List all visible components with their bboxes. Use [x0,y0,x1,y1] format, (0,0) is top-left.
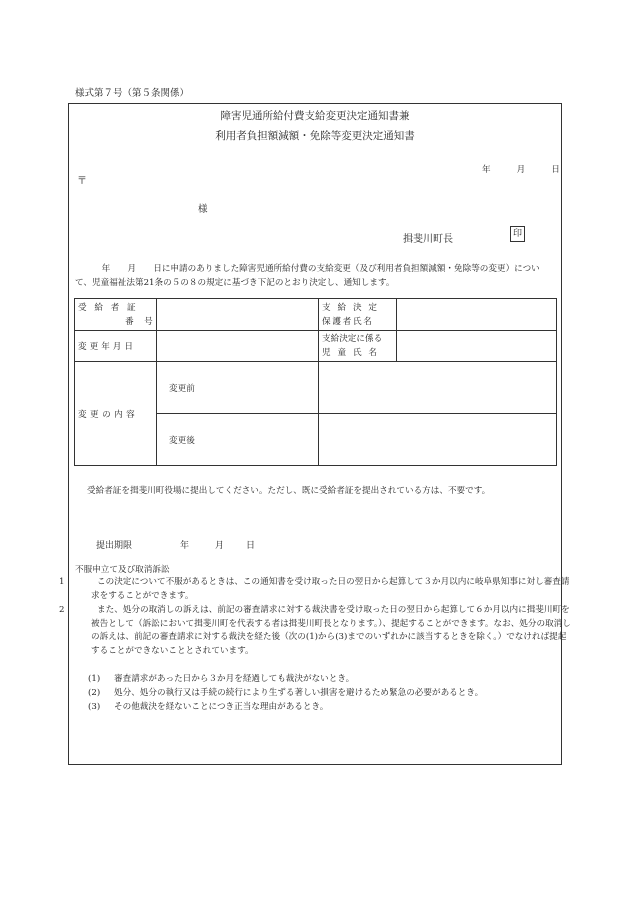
deadline-year: 年 [180,541,190,551]
cert-number-label: 受給者証 番号 [75,299,157,331]
appeal-item-1: 1 この決定について不服があるときは、この通知書を受け取った日の翌日から起算して３か月以内に岐阜県知事に対し審査請求をすることができます。 [59,577,570,601]
sub-item-2: (2) 処分、処分の執行又は手続の続行により生ずる著しい損害を避けるため緊急の必要があるとき。 [88,688,484,698]
recipient-honorific: 様 [198,204,208,215]
submission-notice: 受給者証を揖斐川町役場に提出してください。ただし、既に受給者証を提出されている方は、不要です。 [87,486,491,496]
guardian-name-label: 支給決定 保護者氏名 [319,299,397,331]
deadline-month: 月 [215,541,225,551]
before-field[interactable] [319,362,557,414]
submission-deadline [96,538,255,551]
child-name-label: 支給決定に係る 児童氏名 [319,331,397,362]
form-number: 様式第７号（第５条関係） [75,88,190,99]
change-date-field[interactable] [157,331,319,362]
intro-paragraph: 年 月 日に申請のありました障害児通所給付費の支給変更（及び利用者負担額減額・免除等の変更）について、児童福祉法第21条の５の８の規定に基づき下記のとおり決定し、通知します。 [75,264,540,288]
sender-name: 揖斐川町長 [403,234,453,245]
change-date-label: 変更年月日 [75,331,157,362]
guardian-name-field[interactable] [397,299,557,331]
details-table [74,298,557,466]
change-content-label: 変更の内容 [75,362,157,466]
date-year-label: 年 [482,165,491,175]
before-label: 変更前 [157,362,319,414]
postal-mark: 〒 [77,176,87,187]
after-label: 変更後 [157,414,319,466]
child-name-field[interactable] [397,331,557,362]
date-month-label: 月 [516,165,526,175]
date-day-label: 日 [551,165,560,175]
sub-item-1: (1) 審査請求があった日から３か月を経過しても裁決がないとき。 [88,674,355,684]
document-title-line-1: 障害児通所給付費支給変更決定通知書兼 [220,110,410,122]
issue-date [482,163,560,175]
after-field[interactable] [319,414,557,466]
deadline-label: 提出期限 [96,541,133,551]
sub-item-3: (3) その他裁決を経ないことにつき正当な理由があるとき。 [88,702,329,712]
appeal-heading: 不服申立て及び取消訴訟 [75,565,170,575]
seal-stamp: 印 [510,226,525,242]
deadline-day: 日 [246,541,256,551]
document-title-line-2: 利用者負担額減額・免除等変更決定通知書 [215,130,415,142]
appeal-item-2: 2 また、処分の取消しの訴えは、前記の審査請求に対する裁決書を受け取った日の翌日から起算して６か月以内に揖斐川町を被告として（訴訟において揖斐川町を代表する者は揖斐川町長となります。）、提起することができます。なお、処分の取消しの訴えは、前記の審査請求に対する裁決を経た後（次の(1)から(3)までのいずれかに該当するときを除く。）でなければ提起することができないこととされています。 [59,605,571,656]
cert-number-cells[interactable] [157,299,319,331]
